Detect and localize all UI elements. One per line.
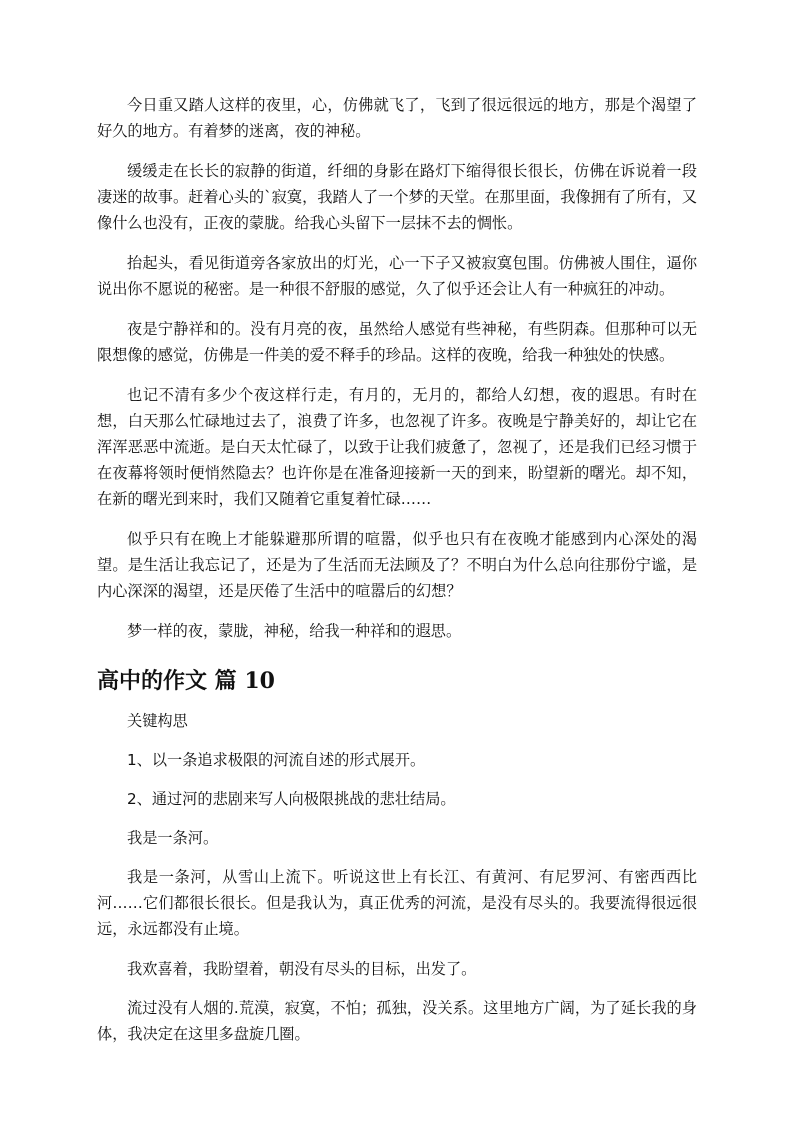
- key-point: 1、以一条追求极限的河流自述的形式展开。: [127, 751, 426, 769]
- essay-paragraph: 夜是宁静祥和的。没有月亮的夜，虽然给人感觉有些神秘，有些阴森。但那种可以无限想像的感觉，仿佛是一件美的爱不释手的珍品。这样的夜晚，给我一种独处的快感。: [97, 320, 697, 364]
- essay-paragraph: 也记不清有多少个夜这样行走，有月的，无月的，都给人幻想，夜的遐思。有时在想，白天那么忙碌地过去了，浪费了许多，也忽视了许多。夜晚是宁静美好的，却让它在浑浑恶恶中流逝。是白天太忙碌了，以致于让我们疲惫了，忽视了，还是我们已经习惯于在夜幕将领时便悄然隐去？也许你是在准备迎接新一天的到来，盼望新的曙光。却不知，在新的曙光到来时，我们又随着它重复着忙碌……: [97, 386, 697, 508]
- essay-paragraph: 我是一条河。: [127, 829, 219, 847]
- essay-paragraph: 抬起头，看见街道旁各家放出的灯光，心一下子又被寂寞包围。仿佛被人围住，逼你说出你不愿说的秘密。是一种很不舒服的感觉，久了似乎还会让人有一种疯狂的冲动。: [97, 254, 697, 298]
- key-ideas-label: 关键构思: [127, 712, 188, 730]
- key-point: 2、通过河的悲剧来写人向极限挑战的悲壮结局。: [127, 790, 456, 808]
- essay-paragraph: 流过没有人烟的.荒漠，寂寞，不怕；孤独，没关系。这里地方广阔，为了延长我的身体，我决定在这里多盘旋几圈。: [97, 999, 697, 1043]
- essay-paragraph: 今日重又踏人这样的夜里，心，仿佛就飞了，飞到了很远很远的地方，那是个渴望了好久的地方。有着梦的迷离，夜的神秘。: [97, 96, 697, 140]
- document-page: [97, 92, 697, 1061]
- essay-paragraph: 似乎只有在晚上才能躲避那所谓的喧嚣，似乎也只有在夜晚才能感到内心深处的渴望。是生活让我忘记了，还是为了生活而无法顾及了？不明白为什么总向往那份宁谧，是内心深深的渴望，还是厌倦了生活中的喧嚣后的幻想？: [97, 530, 697, 600]
- essay-paragraph: 缓缓走在长长的寂静的街道，纤细的身影在路灯下缩得很长很长，仿佛在诉说着一段凄迷的故事。赶着心头的`寂寞，我踏人了一个梦的天堂。在那里面，我像拥有了所有，又像什么也没有，正夜的蒙胧。给我心头留下一层抹不去的惆怅。: [97, 162, 697, 232]
- essay-paragraph: 梦一样的夜，蒙胧，神秘，给我一种祥和的遐思。: [127, 622, 462, 640]
- essay-paragraph: 我是一条河，从雪山上流下。听说这世上有长江、有黄河、有尼罗河、有密西西比河……它们都很长很长。但是我认为，真正优秀的河流，是没有尽头的。我要流得很远很远，永远都没有止境。: [97, 868, 697, 938]
- section-heading: 高中的作文 篇 10: [97, 668, 275, 694]
- essay-paragraph: 我欢喜着，我盼望着，朝没有尽头的目标，出发了。: [127, 960, 477, 978]
